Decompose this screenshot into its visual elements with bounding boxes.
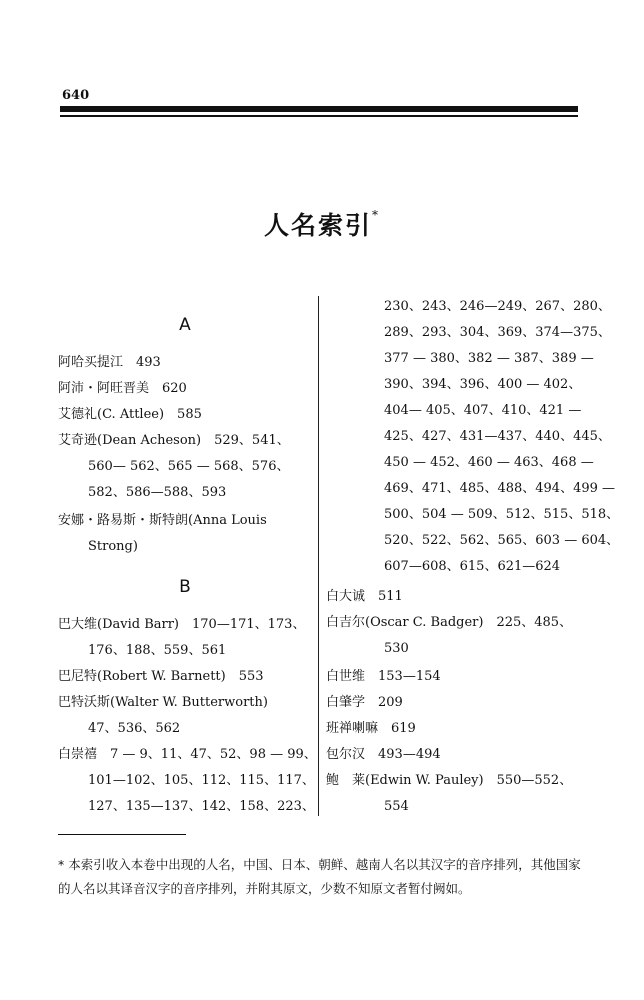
index-entry: 阿沛・阿旺晋美 620	[58, 381, 187, 396]
index-entry: 阿哈买提江 493	[58, 355, 161, 370]
index-entry-continuation: 101—102、105、112、115、117、	[88, 773, 315, 788]
index-entry-continuation: 230、243、246—249、267、280、	[384, 299, 611, 314]
index-entry-continuation: 404— 405、407、410、421 —	[384, 403, 582, 418]
index-entry: 巴特沃斯(Walter W. Butterworth)	[58, 695, 268, 710]
index-entry-continuation: Strong)	[88, 539, 138, 554]
column-divider	[318, 296, 319, 816]
index-entry-continuation: 377 — 380、382 — 387、389 —	[384, 351, 594, 366]
index-entry: 包尔汉 493—494	[326, 747, 441, 762]
index-entry-continuation: 289、293、304、369、374—375、	[384, 325, 611, 340]
footnote: * 本索引收入本卷中出现的人名，中国、日本、朝鲜、越南人名以其汉字的音序排列，其他国家的人名以其译音汉字的音序排列，并附其原文，少数不知原文者暂付阙如。	[58, 857, 581, 896]
index-entry-continuation: 607—608、615、621—624	[384, 559, 561, 574]
page-number: 640	[62, 88, 90, 103]
index-entry-continuation: 127、135—137、142、158、223、	[88, 799, 315, 814]
index-entry: 鲍 莱(Edwin W. Pauley) 550—552、	[326, 773, 573, 788]
index-entry-continuation: 425、427、431—437、440、445、	[384, 429, 611, 444]
index-entry: 白大诚 511	[326, 589, 403, 604]
index-entry: 白吉尔(Oscar C. Badger) 225、485、	[326, 615, 573, 630]
index-entry: 巴大维(David Barr) 170—171、173、	[58, 617, 306, 632]
index-entry: 班禅喇嘛 619	[326, 721, 416, 736]
page-title	[0, 206, 644, 242]
index-entry-continuation: 582、586—588、593	[88, 485, 227, 500]
index-entry-continuation: 554	[384, 799, 409, 814]
header-rule-thick	[60, 106, 578, 112]
index-entry-continuation: 560— 562、565 — 568、576、	[88, 459, 290, 474]
title-text: 人名索引	[263, 211, 372, 240]
index-entry-continuation: 47、536、562	[88, 721, 181, 736]
index-entry: 白世维 153—154	[326, 669, 441, 684]
index-entry-continuation: 530	[384, 641, 409, 656]
footnote-rule	[58, 834, 186, 835]
index-entry-continuation: 176、188、559、561	[88, 643, 227, 658]
index-entry: 艾奇逊(Dean Acheson) 529、541、	[58, 433, 290, 448]
index-entry-continuation: 469、471、485、488、494、499 —	[384, 481, 616, 496]
header-rule-thin	[60, 115, 578, 117]
index-entry-continuation: 520、522、562、565、603 — 604、	[384, 533, 620, 548]
index-entry: 白崇禧 7 — 9、11、47、52、98 — 99、	[58, 747, 317, 762]
section-heading-a: A	[179, 315, 191, 335]
index-entry: 安娜・路易斯・斯特朗(Anna Louis	[58, 513, 267, 528]
index-entry-continuation: 390、394、396、400 — 402、	[384, 377, 582, 392]
index-entry: 白肇学 209	[326, 695, 403, 710]
index-entry-continuation: 450 — 452、460 — 463、468 —	[384, 455, 594, 470]
index-entry-continuation: 500、504 — 509、512、515、518、	[384, 507, 620, 522]
section-heading-b: B	[179, 577, 191, 597]
title-footnote-mark: *	[372, 207, 380, 222]
index-entry: 艾德礼(C. Attlee) 585	[58, 407, 202, 422]
index-entry: 巴尼特(Robert W. Barnett) 553	[58, 669, 264, 684]
